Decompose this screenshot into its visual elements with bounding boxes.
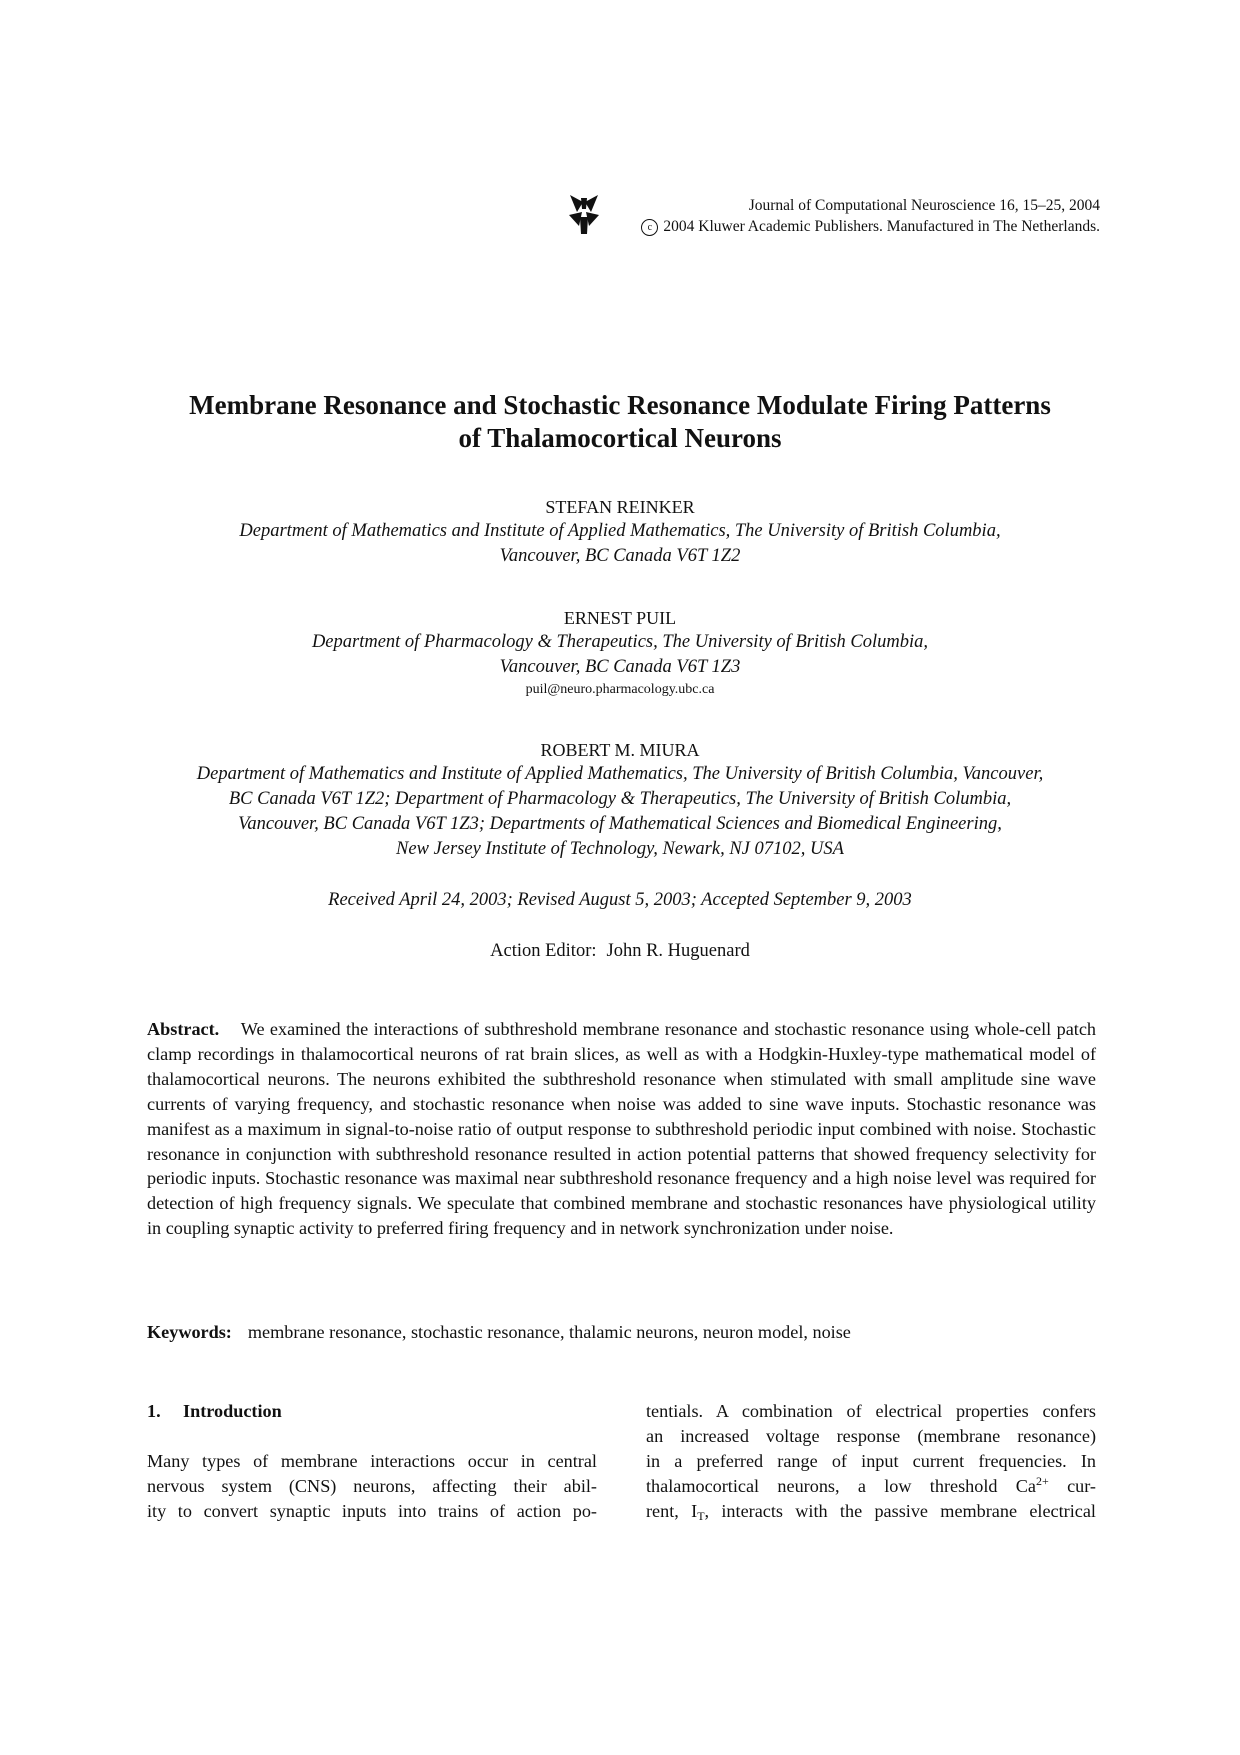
author-name: STEFAN REINKER — [545, 497, 695, 517]
author-affiliation: Department of Mathematics and Institute of Applied Mathematics, The University of British Columbia, Vancouver, — [196, 764, 1044, 784]
author-affiliation: Vancouver, BC Canada V6T 1Z2 — [499, 546, 741, 566]
body-line: Many types of membrane interactions occur in central — [147, 1451, 597, 1471]
body-text: thalamocortical neurons, a low threshold Ca — [646, 1475, 1036, 1496]
author-block — [0, 606, 1240, 700]
body-text: , interacts with the passive membrane electrical — [704, 1500, 1096, 1521]
body-line: ity to convert synaptic inputs into trains of action po- — [147, 1500, 597, 1521]
superscript: 2+ — [1035, 1473, 1049, 1488]
keywords — [147, 1320, 1096, 1344]
editor-name: John R. Huguenard — [606, 941, 750, 961]
body-line: tentials. A combination of electrical properties confers — [646, 1401, 1096, 1421]
submission-dates: Received April 24, 2003; Revised August 5, 2003; Accepted September 9, 2003 — [328, 890, 912, 910]
journal-header — [560, 193, 1100, 243]
copyright-line — [641, 218, 1100, 236]
author-affiliation: BC Canada V6T 1Z2; Department of Pharmacology & Therapeutics, The University of British Columbia, — [228, 789, 1012, 809]
editor-label: Action Editor: — [490, 941, 597, 961]
journal-citation: Journal of Computational Neuroscience 16, 15–25, 2004 — [748, 197, 1100, 214]
keywords-label: Keywords: — [147, 1322, 232, 1342]
copyright-symbol: c — [641, 219, 658, 236]
body-line: nervous system (CNS) neurons, affecting their abil- — [147, 1475, 597, 1496]
body-line — [646, 1499, 1096, 1524]
author-block — [0, 738, 1240, 862]
section-title: Introduction — [183, 1401, 282, 1421]
subscript: T — [697, 1508, 705, 1523]
author-affiliation: Department of Pharmacology & Therapeutics, The University of British Columbia, — [311, 632, 929, 652]
body-line: in a preferred range of input current frequencies. In — [646, 1450, 1096, 1471]
title-line: Membrane Resonance and Stochastic Resonance Modulate Firing Patterns — [189, 390, 1051, 420]
author-affiliation: New Jersey Institute of Technology, Newark, NJ 07102, USA — [396, 839, 844, 859]
section-number: 1. — [147, 1401, 161, 1421]
abstract-text: We examined the interactions of subthreshold membrane resonance and stochastic resonance using whole-cell patch clamp recordings in thalamocortical neurons of rat brain slices, as well as with a Hodgkin-Huxley-type mathematical model of thalamocortical neurons. The neurons exhibited the subthreshold resonance when stimulated with small amplitude sine wave currents of varying frequency, and stochastic resonance when noise was added to sine wave inputs. Stochastic resonance was manifest as a maximum in signal-to-noise ratio of output response to subthreshold periodic input combined with noise. Stochastic resonance in conjunction with subthreshold resonance resulted in action potential patterns that showed frequency selectivity for periodic inputs. Stochastic resonance was maximal near subthreshold resonance frequency and a high noise level was required for detection of high frequency signals. We speculate that combined membrane and stochastic resonances have physiological utility in coupling synaptic activity to preferred firing frequency and in network synchronization under noise. — [147, 1019, 1096, 1239]
keywords-text: membrane resonance, stochastic resonance, thalamic neurons, neuron model, noise — [247, 1322, 851, 1342]
author-name: ROBERT M. MIURA — [540, 740, 700, 760]
author-affiliation: Vancouver, BC Canada V6T 1Z3 — [499, 657, 741, 677]
abstract — [147, 1017, 1096, 1241]
title-line: of Thalamocortical Neurons — [458, 423, 782, 453]
publisher-logo-icon — [567, 193, 601, 235]
right-column — [646, 1399, 1096, 1524]
abstract-label: Abstract. — [147, 1019, 220, 1039]
body-text: rent, I — [646, 1500, 698, 1521]
body-text: cur- — [1048, 1475, 1096, 1496]
left-column — [147, 1399, 597, 1524]
paper-title — [0, 389, 1240, 455]
author-affiliation: Department of Mathematics and Institute of Applied Mathematics, The University of British Columbia, — [239, 521, 1001, 541]
action-editor — [0, 939, 1240, 963]
body-line — [646, 1474, 1096, 1499]
author-name: ERNEST PUIL — [563, 608, 677, 628]
section-heading — [147, 1399, 597, 1423]
author-email: puil@neuro.pharmacology.ubc.ca — [525, 682, 715, 697]
copyright-text: 2004 Kluwer Academic Publishers. Manufactured in The Netherlands. — [663, 218, 1100, 235]
body-line: an increased voltage response (membrane resonance) — [646, 1425, 1096, 1446]
author-block — [0, 495, 1240, 569]
author-affiliation: Vancouver, BC Canada V6T 1Z3; Departments of Mathematical Sciences and Biomedical Engineering, — [238, 814, 1002, 834]
